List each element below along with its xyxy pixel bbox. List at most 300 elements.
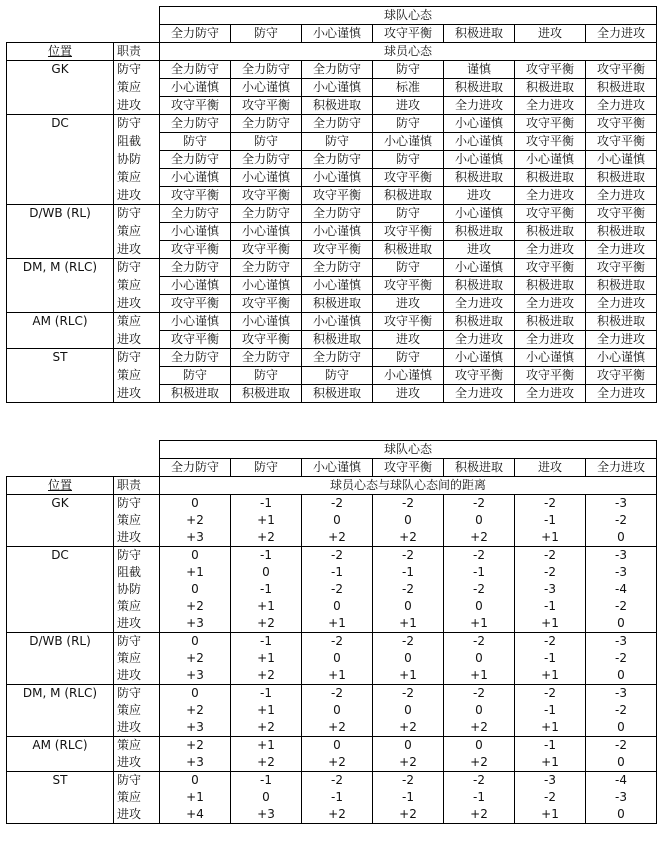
player-mentality-cell: 小心谨慎 bbox=[444, 115, 515, 133]
distance-cell: +2 bbox=[231, 719, 302, 737]
player-mentality-cell: 小心谨慎 bbox=[444, 133, 515, 151]
player-mentality-cell: 积极进取 bbox=[302, 295, 373, 313]
player-mentality-cell: 全力进攻 bbox=[515, 385, 586, 403]
distance-cell: 0 bbox=[373, 512, 444, 529]
player-mentality-cell: 全力进攻 bbox=[515, 331, 586, 349]
distance-cell: 0 bbox=[444, 737, 515, 755]
player-mentality-cell: 攻守平衡 bbox=[302, 241, 373, 259]
team-mentality-name: 进攻 bbox=[515, 459, 586, 477]
player-mentality-cell: 小心谨慎 bbox=[231, 79, 302, 97]
duty-cell: 进攻 bbox=[114, 529, 160, 547]
distance-cell: -3 bbox=[586, 564, 657, 581]
player-mentality-cell: 积极进取 bbox=[515, 223, 586, 241]
player-mentality-cell: 小心谨慎 bbox=[444, 151, 515, 169]
duty-cell: 防守 bbox=[114, 685, 160, 703]
mentality-table bbox=[6, 6, 657, 403]
distance-cell: -2 bbox=[586, 598, 657, 615]
team-mentality-name: 进攻 bbox=[515, 25, 586, 43]
player-mentality-cell: 进攻 bbox=[373, 295, 444, 313]
player-mentality-cell: 攻守平衡 bbox=[373, 169, 444, 187]
distance-cell: -2 bbox=[302, 495, 373, 513]
distance-cell: -2 bbox=[373, 685, 444, 703]
distance-cell: -2 bbox=[444, 685, 515, 703]
distance-cell: -2 bbox=[586, 650, 657, 667]
position-cell: DC bbox=[7, 115, 114, 205]
distance-cell: +2 bbox=[444, 754, 515, 772]
mentality-names-row bbox=[7, 25, 657, 43]
distance-cell: -2 bbox=[302, 547, 373, 565]
player-mentality-cell: 积极进取 bbox=[515, 277, 586, 295]
table-row bbox=[7, 685, 657, 703]
team-mentality-name: 小心谨慎 bbox=[302, 25, 373, 43]
duty-label: 职责 bbox=[114, 43, 160, 61]
distance-table bbox=[6, 440, 657, 824]
table-row bbox=[7, 633, 657, 651]
distance-cell: -2 bbox=[586, 702, 657, 719]
distance-cell: 0 bbox=[444, 650, 515, 667]
player-mentality-cell: 积极进取 bbox=[515, 169, 586, 187]
player-mentality-cell: 小心谨慎 bbox=[302, 223, 373, 241]
distance-cell: -1 bbox=[231, 581, 302, 598]
distance-cell: -1 bbox=[373, 564, 444, 581]
player-mentality-cell: 全力进攻 bbox=[586, 385, 657, 403]
duty-cell: 策应 bbox=[114, 512, 160, 529]
player-mentality-cell: 小心谨慎 bbox=[160, 79, 231, 97]
table-row bbox=[7, 547, 657, 565]
distance-cell: -2 bbox=[515, 495, 586, 513]
player-mentality-cell: 全力进攻 bbox=[586, 295, 657, 313]
player-mentality-cell: 全力进攻 bbox=[586, 241, 657, 259]
player-mentality-cell: 全力进攻 bbox=[515, 295, 586, 313]
distance-cell: -1 bbox=[444, 789, 515, 806]
corner-blank bbox=[7, 441, 160, 459]
table-row bbox=[7, 313, 657, 331]
player-mentality-cell: 全力防守 bbox=[231, 61, 302, 79]
player-mentality-cell: 积极进取 bbox=[586, 169, 657, 187]
distance-cell: +1 bbox=[302, 615, 373, 633]
distance-cell: -2 bbox=[444, 633, 515, 651]
duty-cell: 防守 bbox=[114, 633, 160, 651]
duty-cell: 防守 bbox=[114, 61, 160, 79]
position-cell: AM (RLC) bbox=[7, 737, 114, 772]
distance-cell: +1 bbox=[515, 615, 586, 633]
position-cell: D/WB (RL) bbox=[7, 205, 114, 259]
duty-cell: 防守 bbox=[114, 772, 160, 790]
team-mentality-name: 全力防守 bbox=[160, 25, 231, 43]
distance-cell: 0 bbox=[302, 512, 373, 529]
distance-cell: -2 bbox=[302, 581, 373, 598]
distance-cell: 0 bbox=[302, 737, 373, 755]
distance-cell: +2 bbox=[160, 598, 231, 615]
distance-cell: -1 bbox=[515, 702, 586, 719]
player-mentality-cell: 进攻 bbox=[373, 97, 444, 115]
position-cell: GK bbox=[7, 495, 114, 547]
player-mentality-cell: 全力防守 bbox=[160, 151, 231, 169]
distance-cell: 0 bbox=[160, 685, 231, 703]
distance-cell: +1 bbox=[231, 650, 302, 667]
distance-cell: +1 bbox=[444, 667, 515, 685]
player-mentality-cell: 全力进攻 bbox=[586, 187, 657, 205]
player-mentality-cell: 积极进取 bbox=[586, 79, 657, 97]
player-mentality-cell: 全力进攻 bbox=[586, 97, 657, 115]
duty-cell: 进攻 bbox=[114, 385, 160, 403]
distance-cell: -2 bbox=[373, 772, 444, 790]
team-mentality-name: 攻守平衡 bbox=[373, 459, 444, 477]
player-mentality-cell: 防守 bbox=[373, 259, 444, 277]
player-mentality-cell: 攻守平衡 bbox=[515, 367, 586, 385]
distance-cell: -1 bbox=[515, 512, 586, 529]
distance-cell: +1 bbox=[515, 667, 586, 685]
distance-cell: -3 bbox=[586, 633, 657, 651]
player-mentality-cell: 攻守平衡 bbox=[160, 187, 231, 205]
distance-cell: -3 bbox=[586, 547, 657, 565]
distance-cell: -3 bbox=[586, 789, 657, 806]
distance-cell: -2 bbox=[373, 495, 444, 513]
distance-cell: +1 bbox=[373, 667, 444, 685]
player-mentality-cell: 积极进取 bbox=[586, 277, 657, 295]
distance-cell: +2 bbox=[160, 512, 231, 529]
position-cell: DC bbox=[7, 547, 114, 633]
duty-cell: 进攻 bbox=[114, 806, 160, 824]
player-mentality-subheader: 球员心态 bbox=[160, 43, 657, 61]
distance-cell: +2 bbox=[160, 650, 231, 667]
player-mentality-cell: 小心谨慎 bbox=[231, 277, 302, 295]
player-mentality-cell: 全力防守 bbox=[302, 205, 373, 223]
player-mentality-cell: 积极进取 bbox=[444, 277, 515, 295]
distance-cell: -2 bbox=[373, 547, 444, 565]
player-mentality-cell: 积极进取 bbox=[444, 169, 515, 187]
player-mentality-cell: 全力防守 bbox=[231, 349, 302, 367]
distance-cell: -2 bbox=[302, 685, 373, 703]
position-label: 位置 bbox=[7, 477, 114, 495]
distance-cell: +1 bbox=[515, 806, 586, 824]
player-mentality-cell: 积极进取 bbox=[373, 187, 444, 205]
player-mentality-cell: 积极进取 bbox=[515, 313, 586, 331]
table-row bbox=[7, 349, 657, 367]
player-mentality-cell: 小心谨慎 bbox=[302, 79, 373, 97]
distance-cell: 0 bbox=[302, 650, 373, 667]
player-mentality-cell: 小心谨慎 bbox=[373, 133, 444, 151]
distance-cell: -1 bbox=[515, 598, 586, 615]
player-mentality-cell: 攻守平衡 bbox=[586, 115, 657, 133]
table-row bbox=[7, 115, 657, 133]
distance-cell: -4 bbox=[586, 772, 657, 790]
team-header-row bbox=[7, 441, 657, 459]
distance-cell: 0 bbox=[586, 719, 657, 737]
player-mentality-cell: 全力防守 bbox=[302, 259, 373, 277]
distance-cell: -1 bbox=[231, 772, 302, 790]
distance-cell: 0 bbox=[160, 772, 231, 790]
distance-cell: 0 bbox=[586, 806, 657, 824]
duty-cell: 策应 bbox=[114, 650, 160, 667]
duty-cell: 进攻 bbox=[114, 241, 160, 259]
player-mentality-cell: 进攻 bbox=[373, 331, 444, 349]
table-row bbox=[7, 61, 657, 79]
player-mentality-cell: 积极进取 bbox=[160, 385, 231, 403]
team-mentality-name: 积极进取 bbox=[444, 459, 515, 477]
distance-cell: 0 bbox=[444, 598, 515, 615]
player-mentality-cell: 积极进取 bbox=[444, 79, 515, 97]
player-mentality-cell: 小心谨慎 bbox=[231, 223, 302, 241]
player-mentality-cell: 全力防守 bbox=[302, 61, 373, 79]
duty-cell: 进攻 bbox=[114, 667, 160, 685]
distance-cell: 0 bbox=[302, 702, 373, 719]
team-mentality-header: 球队心态 bbox=[160, 441, 657, 459]
duty-cell: 防守 bbox=[114, 349, 160, 367]
duty-cell: 进攻 bbox=[114, 719, 160, 737]
player-mentality-cell: 全力防守 bbox=[160, 205, 231, 223]
duty-cell: 阻截 bbox=[114, 133, 160, 151]
position-cell: AM (RLC) bbox=[7, 313, 114, 349]
distance-cell: 0 bbox=[373, 737, 444, 755]
distance-cell: 0 bbox=[586, 529, 657, 547]
position-cell: DM, M (RLC) bbox=[7, 259, 114, 313]
player-mentality-cell: 攻守平衡 bbox=[586, 133, 657, 151]
distance-cell: +3 bbox=[160, 615, 231, 633]
distance-cell: -2 bbox=[373, 581, 444, 598]
distance-cell: -3 bbox=[586, 495, 657, 513]
distance-cell: +2 bbox=[373, 754, 444, 772]
player-mentality-cell: 全力防守 bbox=[231, 259, 302, 277]
distance-cell: -1 bbox=[444, 564, 515, 581]
distance-cell: -2 bbox=[515, 633, 586, 651]
player-mentality-cell: 全力进攻 bbox=[515, 97, 586, 115]
duty-cell: 进攻 bbox=[114, 331, 160, 349]
distance-cell: +1 bbox=[231, 737, 302, 755]
player-mentality-cell: 积极进取 bbox=[444, 223, 515, 241]
player-mentality-cell: 防守 bbox=[373, 205, 444, 223]
player-mentality-cell: 攻守平衡 bbox=[586, 259, 657, 277]
duty-cell: 策应 bbox=[114, 789, 160, 806]
player-mentality-cell: 全力防守 bbox=[160, 115, 231, 133]
player-mentality-cell: 防守 bbox=[373, 115, 444, 133]
player-mentality-cell: 攻守平衡 bbox=[373, 313, 444, 331]
corner-blank bbox=[7, 459, 160, 477]
player-mentality-cell: 防守 bbox=[302, 133, 373, 151]
team-mentality-name: 积极进取 bbox=[444, 25, 515, 43]
position-label: 位置 bbox=[7, 43, 114, 61]
distance-cell: -2 bbox=[586, 512, 657, 529]
player-mentality-cell: 小心谨慎 bbox=[160, 169, 231, 187]
player-mentality-cell: 防守 bbox=[160, 133, 231, 151]
player-mentality-cell: 全力进攻 bbox=[444, 295, 515, 313]
player-mentality-cell: 全力防守 bbox=[231, 151, 302, 169]
player-mentality-cell: 攻守平衡 bbox=[231, 295, 302, 313]
team-mentality-name: 防守 bbox=[231, 25, 302, 43]
player-mentality-cell: 防守 bbox=[373, 61, 444, 79]
distance-cell: 0 bbox=[160, 581, 231, 598]
distance-cell: +1 bbox=[160, 564, 231, 581]
duty-label: 职责 bbox=[114, 477, 160, 495]
distance-cell: 0 bbox=[160, 547, 231, 565]
player-mentality-cell: 全力进攻 bbox=[515, 241, 586, 259]
distance-cell: 0 bbox=[160, 495, 231, 513]
player-mentality-cell: 全力防守 bbox=[302, 115, 373, 133]
distance-cell: +2 bbox=[302, 806, 373, 824]
player-mentality-cell: 攻守平衡 bbox=[586, 61, 657, 79]
distance-cell: +2 bbox=[160, 702, 231, 719]
player-mentality-cell: 全力进攻 bbox=[444, 385, 515, 403]
distance-cell: +1 bbox=[373, 615, 444, 633]
player-mentality-cell: 攻守平衡 bbox=[160, 331, 231, 349]
duty-cell: 进攻 bbox=[114, 754, 160, 772]
duty-cell: 策应 bbox=[114, 223, 160, 241]
player-mentality-cell: 小心谨慎 bbox=[302, 277, 373, 295]
table-row bbox=[7, 495, 657, 513]
distance-cell: 0 bbox=[444, 512, 515, 529]
table-row bbox=[7, 772, 657, 790]
player-mentality-cell: 积极进取 bbox=[302, 97, 373, 115]
distance-cell: +3 bbox=[160, 754, 231, 772]
duty-cell: 策应 bbox=[114, 313, 160, 331]
team-mentality-name: 防守 bbox=[231, 459, 302, 477]
distance-cell: 0 bbox=[373, 650, 444, 667]
table-row bbox=[7, 737, 657, 755]
duty-cell: 协防 bbox=[114, 581, 160, 598]
player-mentality-cell: 攻守平衡 bbox=[515, 259, 586, 277]
player-mentality-cell: 攻守平衡 bbox=[231, 187, 302, 205]
player-mentality-cell: 全力防守 bbox=[302, 151, 373, 169]
duty-cell: 防守 bbox=[114, 205, 160, 223]
player-mentality-cell: 全力防守 bbox=[302, 349, 373, 367]
player-mentality-cell: 小心谨慎 bbox=[444, 259, 515, 277]
player-mentality-cell: 小心谨慎 bbox=[373, 367, 444, 385]
distance-cell: -3 bbox=[586, 685, 657, 703]
position-cell: ST bbox=[7, 349, 114, 403]
distance-cell: -2 bbox=[515, 547, 586, 565]
corner-blank bbox=[7, 25, 160, 43]
player-mentality-cell: 积极进取 bbox=[586, 223, 657, 241]
player-mentality-cell: 小心谨慎 bbox=[302, 169, 373, 187]
duty-cell: 策应 bbox=[114, 79, 160, 97]
team-mentality-header: 球队心态 bbox=[160, 7, 657, 25]
team-mentality-name: 攻守平衡 bbox=[373, 25, 444, 43]
player-mentality-cell: 全力防守 bbox=[160, 61, 231, 79]
player-mentality-cell: 全力防守 bbox=[160, 259, 231, 277]
player-mentality-cell: 防守 bbox=[160, 367, 231, 385]
distance-cell: -2 bbox=[444, 547, 515, 565]
distance-cell: +2 bbox=[302, 719, 373, 737]
position-cell: DM, M (RLC) bbox=[7, 685, 114, 737]
distance-cell: +3 bbox=[231, 806, 302, 824]
distance-cell: -2 bbox=[373, 633, 444, 651]
distance-cell: +2 bbox=[160, 737, 231, 755]
distance-cell: +3 bbox=[160, 529, 231, 547]
distance-cell: -1 bbox=[373, 789, 444, 806]
distance-cell: -3 bbox=[515, 772, 586, 790]
distance-cell: -2 bbox=[586, 737, 657, 755]
duty-cell: 策应 bbox=[114, 367, 160, 385]
distance-cell: +1 bbox=[231, 702, 302, 719]
distance-cell: -2 bbox=[515, 685, 586, 703]
player-mentality-cell: 防守 bbox=[231, 367, 302, 385]
distance-cell: -3 bbox=[515, 581, 586, 598]
player-mentality-cell: 全力进攻 bbox=[444, 331, 515, 349]
duty-cell: 进攻 bbox=[114, 295, 160, 313]
distance-cell: +2 bbox=[444, 719, 515, 737]
corner-blank bbox=[7, 7, 160, 25]
player-mentality-cell: 攻守平衡 bbox=[231, 241, 302, 259]
player-mentality-cell: 全力进攻 bbox=[586, 331, 657, 349]
distance-cell: +1 bbox=[231, 598, 302, 615]
distance-cell: -1 bbox=[302, 564, 373, 581]
player-mentality-cell: 积极进取 bbox=[302, 385, 373, 403]
distance-cell: -2 bbox=[444, 495, 515, 513]
duty-cell: 进攻 bbox=[114, 615, 160, 633]
distance-cell: +2 bbox=[444, 806, 515, 824]
duty-cell: 策应 bbox=[114, 737, 160, 755]
distance-cell: -4 bbox=[586, 581, 657, 598]
distance-cell: -2 bbox=[444, 581, 515, 598]
distance-cell: +2 bbox=[373, 719, 444, 737]
distance-cell: -1 bbox=[515, 650, 586, 667]
distance-cell: +3 bbox=[160, 719, 231, 737]
player-mentality-cell: 谨慎 bbox=[444, 61, 515, 79]
player-mentality-cell: 积极进取 bbox=[586, 313, 657, 331]
player-mentality-cell: 小心谨慎 bbox=[231, 169, 302, 187]
column-label-row bbox=[7, 477, 657, 495]
duty-cell: 阻截 bbox=[114, 564, 160, 581]
position-cell: ST bbox=[7, 772, 114, 824]
distance-cell: +1 bbox=[231, 512, 302, 529]
distance-cell: 0 bbox=[231, 564, 302, 581]
distance-cell: 0 bbox=[586, 615, 657, 633]
distance-cell: 0 bbox=[160, 633, 231, 651]
distance-cell: +2 bbox=[231, 754, 302, 772]
distance-cell: +2 bbox=[231, 615, 302, 633]
distance-cell: 0 bbox=[231, 789, 302, 806]
player-mentality-cell: 积极进取 bbox=[444, 313, 515, 331]
duty-cell: 策应 bbox=[114, 702, 160, 719]
player-mentality-cell: 攻守平衡 bbox=[586, 367, 657, 385]
player-mentality-cell: 防守 bbox=[373, 349, 444, 367]
distance-cell: +2 bbox=[231, 529, 302, 547]
distance-cell: +2 bbox=[302, 529, 373, 547]
distance-cell: -1 bbox=[231, 495, 302, 513]
distance-cell: +1 bbox=[515, 719, 586, 737]
player-mentality-cell: 小心谨慎 bbox=[586, 151, 657, 169]
table-row bbox=[7, 205, 657, 223]
player-mentality-cell: 攻守平衡 bbox=[515, 61, 586, 79]
distance-cell: -2 bbox=[302, 633, 373, 651]
column-label-row bbox=[7, 43, 657, 61]
player-mentality-cell: 积极进取 bbox=[373, 241, 444, 259]
player-mentality-cell: 攻守平衡 bbox=[160, 241, 231, 259]
distance-cell: +2 bbox=[373, 806, 444, 824]
duty-cell: 策应 bbox=[114, 277, 160, 295]
distance-cell: -2 bbox=[515, 789, 586, 806]
distance-cell: -2 bbox=[444, 772, 515, 790]
mentality-names-row bbox=[7, 459, 657, 477]
player-mentality-cell: 防守 bbox=[373, 151, 444, 169]
distance-cell: +3 bbox=[160, 667, 231, 685]
player-mentality-cell: 小心谨慎 bbox=[444, 349, 515, 367]
team-mentality-name: 全力进攻 bbox=[586, 25, 657, 43]
player-mentality-cell: 防守 bbox=[231, 133, 302, 151]
duty-cell: 防守 bbox=[114, 547, 160, 565]
distance-cell: 0 bbox=[373, 702, 444, 719]
player-mentality-cell: 攻守平衡 bbox=[231, 331, 302, 349]
position-cell: GK bbox=[7, 61, 114, 115]
distance-cell: -2 bbox=[515, 564, 586, 581]
duty-cell: 防守 bbox=[114, 259, 160, 277]
duty-cell: 进攻 bbox=[114, 187, 160, 205]
player-mentality-cell: 全力进攻 bbox=[515, 187, 586, 205]
table-row bbox=[7, 259, 657, 277]
team-mentality-name: 全力进攻 bbox=[586, 459, 657, 477]
player-mentality-cell: 攻守平衡 bbox=[373, 223, 444, 241]
player-mentality-cell: 防守 bbox=[302, 367, 373, 385]
